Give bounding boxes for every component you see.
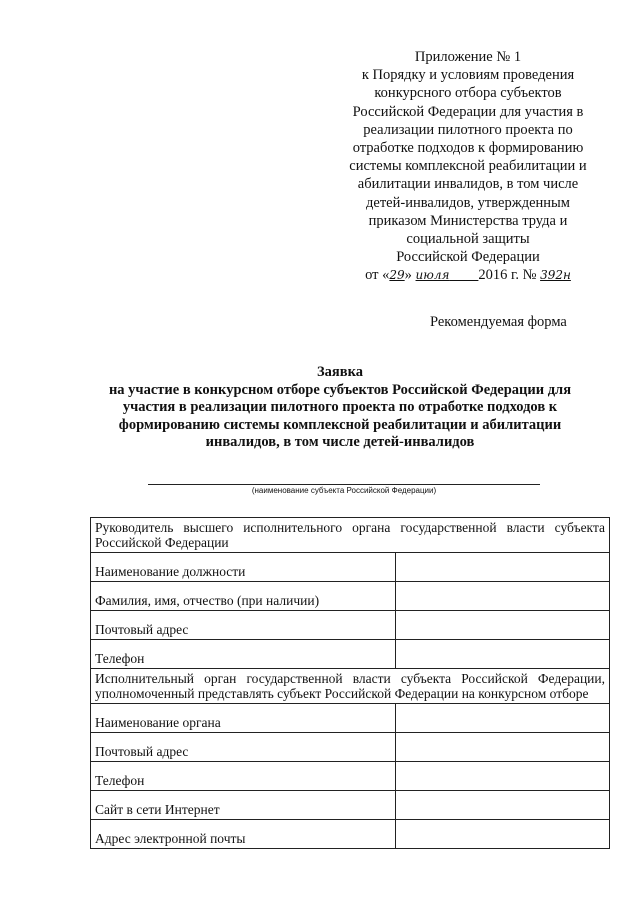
field-label-body-name: Наименование органа (91, 704, 396, 733)
section-header-authorized-body: Исполнительный орган государственной власти субъекта Российской Федерации, уполномоченный представлять субъект Российской Федерации на конкурсном отборе (91, 669, 610, 704)
field-label-full-name: Фамилия, имя, отчество (при наличии) (91, 582, 396, 611)
field-value-website[interactable] (396, 791, 610, 820)
title-line: формированию системы комплексной реабилитации и абилитации (118, 416, 562, 433)
field-label-phone: Телефон (91, 640, 396, 669)
appendix-line: отработке подходов к формированию (352, 140, 584, 157)
title-line: участия в реализации пилотного проекта по отработке подходов к (122, 399, 558, 415)
appendix-line: системы комплексной реабилитации и (349, 158, 587, 175)
application-title (70, 364, 610, 452)
appendix-line: детей-инвалидов, утвержденным (366, 194, 570, 211)
appendix-line: Приложение № 1 (414, 49, 522, 65)
section-header-head-of-executive: Руководитель высшего исполнительного органа государственной власти субъекта Российской Федерации (91, 518, 610, 553)
field-value-position[interactable] (396, 553, 610, 582)
field-label-website: Сайт в сети Интернет (91, 791, 396, 820)
field-value-postal-address[interactable] (396, 611, 610, 640)
field-label-body-phone: Телефон (91, 762, 396, 791)
field-label-body-postal-address: Почтовый адрес (91, 733, 396, 762)
field-value-body-postal-address[interactable] (396, 733, 610, 762)
appendix-line: приказом Министерства труда и (368, 212, 568, 229)
date-blank (449, 267, 478, 283)
title-line: на участие в конкурсном отборе субъектов Российской Федерации для (108, 381, 572, 398)
date-day: 29 (389, 268, 405, 283)
appendix-line: Российской Федерации для участия в (352, 103, 584, 120)
order-number: 392н (540, 268, 571, 283)
appendix-line: Российской Федерации (396, 249, 540, 266)
appendix-block (336, 48, 600, 285)
field-value-email[interactable] (396, 820, 610, 849)
date-year: 2016 г. № (478, 267, 537, 284)
subject-name-line (148, 484, 540, 485)
appendix-line: абилитации инвалидов, в том числе (357, 176, 579, 193)
title-heading: Заявка (317, 364, 363, 380)
field-value-full-name[interactable] (396, 582, 610, 611)
date-mid: » (404, 267, 416, 284)
title-line: инвалидов, в том числе детей-инвалидов (205, 434, 475, 450)
field-label-position: Наименование должности (91, 553, 396, 582)
date-prefix: от « (365, 267, 390, 284)
recommended-form-label: Рекомендуемая форма (430, 314, 567, 330)
date-month: июля (415, 268, 450, 283)
field-value-body-phone[interactable] (396, 762, 610, 791)
subject-name-caption: (наименование субъекта Российской Федерации) (251, 486, 437, 495)
field-value-body-name[interactable] (396, 704, 610, 733)
field-label-postal-address: Почтовый адрес (91, 611, 396, 640)
appendix-line: реализации пилотного проекта по (363, 121, 573, 138)
application-form-table (90, 517, 610, 849)
appendix-line: конкурсного отбора субъектов (374, 85, 562, 102)
field-label-email: Адрес электронной почты (91, 820, 396, 849)
appendix-line: к Порядку и условиям проведения (361, 67, 575, 84)
order-date-line (336, 266, 600, 284)
appendix-line: социальной защиты (406, 231, 530, 248)
field-value-phone[interactable] (396, 640, 610, 669)
